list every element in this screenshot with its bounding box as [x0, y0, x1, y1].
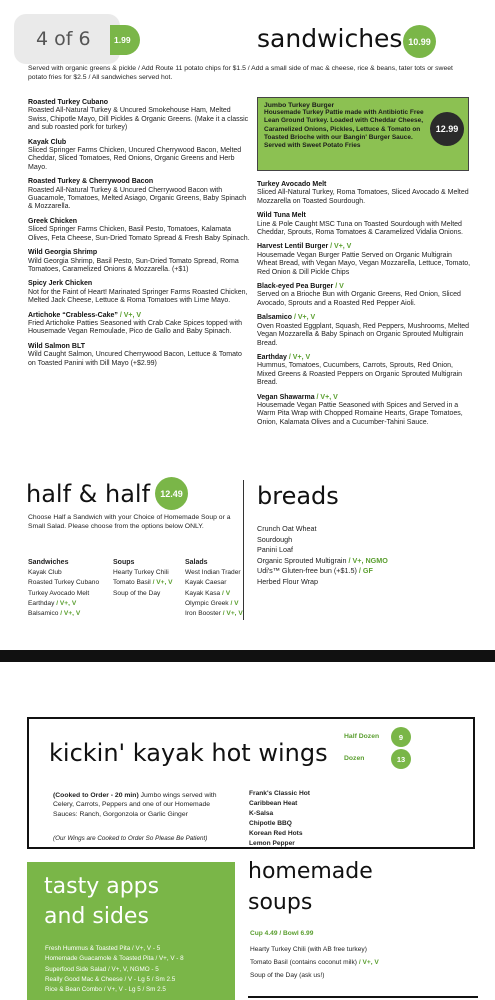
wings-box	[27, 717, 475, 849]
menu-item-desc: Oven Roasted Eggplant, Squash, Red Peppers, Mushrooms, Melted Vegan Mozzarella & Baby Spinach on Organic Sprouted Multigrain Bread.	[257, 322, 470, 347]
apps-panel	[27, 862, 235, 1000]
column-divider	[243, 480, 244, 620]
menu-item-desc: Roasted All-Natural Turkey & Uncured Cherrywood Bacon with Guacamole, Tomatoes, Melted Asiago, Organic Greens, Baby Spinach & Mozzarella.	[28, 186, 247, 211]
menu-item-name: Kayak Club	[28, 138, 67, 146]
half-item-name: Kayak Kasa	[185, 589, 221, 597]
half-item-name: Soup of the Day	[113, 589, 161, 597]
menu-item-name: Turkey Avocado Melt	[257, 181, 327, 188]
menu-item-desc: Housemade Vegan Burger Pattie Served on Organic Multigrain Wheat Bread, with Vegan Mayo, Vegan Mozzarella, Lettuce, Tomato, Red Onion & Dill Pickle Chips	[257, 251, 471, 276]
half-column-item	[185, 568, 255, 578]
menu-item-tags: / V+, V	[330, 243, 352, 251]
wings-cook-time: (Cooked to Order - 20 min)	[53, 792, 139, 799]
half-and-half-columns	[28, 558, 263, 619]
featured-desc: Housemade Turkey Pattie made with Antibiotic Free Lean Ground Turkey. Loaded with Cheddar Cheese, Caramelized Onions, Pickles, Lettuce & Tomato on Toasted Brioche with our Bangin' Burger Sauce. Served with Sweet Potato Fries	[264, 109, 424, 150]
half-item-name: Earthday	[28, 599, 55, 607]
menu-item-tags: / V+, V	[119, 311, 142, 319]
wings-note: (Our Wings are Cooked to Order So Please Be Patient)	[53, 835, 208, 842]
half-item-name: Hearty Turkey Chili	[113, 569, 169, 577]
wing-sauce-item: Caribbean Heat	[249, 800, 298, 807]
menu-item	[28, 343, 250, 368]
menu-item	[28, 280, 250, 305]
menu-item-desc: Wild Caught Salmon, Uncured Cherrywood Bacon, Lettuce & Tomato on Toasted Panini with Dill Mayo (+$2.99)	[28, 351, 242, 367]
half-item-name: Turkey Avocado Melt	[28, 589, 90, 597]
menu-item-name: Wild Tuna Melt	[257, 212, 306, 220]
breads-list	[257, 524, 477, 587]
soup-item	[250, 969, 475, 982]
menu-item-tags: / V+, V	[288, 353, 311, 361]
menu-item	[28, 139, 250, 173]
menu-item-name: Black-eyed Pea Burger / V	[257, 283, 344, 291]
app-item: Really Good Mac & Cheese / V - Lg 5 / Sm 2.5	[45, 975, 176, 983]
menu-item-desc: Line & Pole Caught MSC Tuna on Toasted Sourdough with Melted Cheddar, Sprouts, Roma Tomatoes & Caramelized Vidalia Onions.	[257, 220, 463, 237]
half-column-item	[28, 589, 113, 599]
half-item-name: West Indian Trader	[185, 569, 241, 577]
wings-half-badge: 9	[391, 727, 411, 747]
soup-name: Hearty Turkey Chili (with AB free turkey)	[250, 946, 367, 953]
apps-list	[45, 944, 230, 995]
menu-item-desc: Hummus, Tomatoes, Cucumbers, Carrots, Sprouts, Red Onion, Mixed Greens & Roasted Peppers on Organic Sprouted Multigrain Bread.	[257, 362, 463, 387]
menu-item-desc: Housemade Vegan Pattie Seasoned with Spices and Served in a Warm Pita Wrap with Chopped Romaine Hearts, Grape Tomatoes, Onion, Kalamata Olives and a Cucumber-Tahini Sauce.	[257, 401, 463, 426]
soup-tags: / V+, V	[358, 959, 379, 966]
sandwiches-left-column	[28, 99, 250, 374]
menu-item-tags: / V	[335, 283, 344, 291]
soup-name: Soup of the Day (ask us!)	[250, 972, 325, 979]
wings-description	[53, 791, 225, 819]
wing-sauce-item: Chipotle BBQ	[249, 820, 292, 827]
sandwiches-heading: sandwiches	[257, 24, 403, 53]
featured-burger-box	[257, 97, 469, 171]
menu-item-desc: Wild Georgia Shrimp, Basil Pesto, Sun-Dried Tomato Spread, Roma Tomatoes, Caramelized Onions & Mozzarella. (+$1)	[28, 257, 239, 273]
wings-half-label: Half Dozen	[344, 733, 380, 740]
half-item-tags: / V	[230, 599, 239, 607]
half-item-name: Olympic Greek	[185, 599, 229, 607]
menu-item-desc: Sliced Springer Farms Chicken, Basil Pesto, Tomatoes, Kalamata Olives, Feta Cheese, Sun-Dried Tomato Spread & Fresh Baby Spinach.	[28, 226, 250, 242]
menu-item-desc: Served on a Brioche Bun with Organic Greens, Red Onion, Sliced Avocado, Sprouts and a Roasted Red Pepper Aioli.	[257, 291, 461, 307]
menu-item-desc: Fried Artichoke Patties Seasoned with Crab Cake Spices topped with Housemade Vegan Remoulade, Pico de Gallo and Baby Spinach.	[28, 319, 243, 336]
bread-name: Organic Sprouted Multigrain	[257, 555, 347, 565]
wings-dozen-badge: 13	[391, 749, 411, 769]
breads-heading: breads	[257, 482, 339, 510]
page-counter-label: 4 of 6	[36, 28, 91, 50]
half-column-item	[28, 609, 113, 619]
bread-tags: / GF	[358, 566, 373, 575]
soups-bottom-rule	[248, 996, 478, 998]
app-item: Homemade Guacamole & Toasted Pita / V+, V - 8	[45, 955, 184, 963]
wing-sauce-item: Frank's Classic Hot	[249, 790, 310, 797]
bread-tags: / V+, NGMO	[348, 555, 388, 565]
bread-item	[257, 577, 477, 588]
menu-item	[28, 312, 250, 337]
menu-item-desc: Sliced Springer Farms Chicken, Uncured Cherrywood Bacon, Melted Cheddar, Sliced Tomatoes, Red Onions, Organic Greens and Herb Mayo.	[28, 147, 242, 171]
menu-item-name: Roasted Turkey & Cherrywood Bacon	[28, 178, 154, 186]
menu-item-name: Wild Salmon BLT	[28, 342, 85, 350]
half-item-tags: / V+, V	[56, 599, 77, 607]
menu-item-name: Artichoke “Crabless-Cake” / V+, V	[28, 311, 142, 319]
soup-item	[250, 943, 475, 956]
wings-dozen-label: Dozen	[344, 755, 365, 762]
menu-item	[257, 181, 472, 206]
menu-item	[257, 212, 472, 237]
half-column-header: Salads	[185, 559, 208, 566]
bread-item	[257, 535, 477, 546]
half-item-name: Tomato Basil	[113, 579, 151, 587]
wings-sauce-list	[249, 789, 310, 849]
menu-item-desc: Sliced All-Natural Turkey, Roma Tomatoes, Sliced Avocado & Melted Mozzarella on Toasted Sourdough.	[257, 189, 469, 205]
menu-item	[257, 283, 472, 308]
wings-heading: kickin' kayak hot wings	[49, 739, 328, 767]
half-item-tags: / V	[222, 589, 231, 597]
wing-sauce-item: Korean Red Hots	[249, 830, 303, 837]
app-item: Rice & Bean Combo / V+, V - Lg 5 / Sm 2.5	[45, 986, 166, 994]
menu-item-desc: Roasted All-Natural Turkey & Uncured Smokehouse Ham, Melted Swiss, Chipotle Mayo, Dill Pickles & Organic Greens. (Make it a classic and sub roasted pork for turkey)	[28, 107, 249, 132]
menu-item-tags: / V+, V	[293, 314, 316, 322]
half-column-header: Sandwiches	[28, 559, 69, 566]
menu-item-name: Spicy Jerk Chicken	[28, 280, 93, 288]
page-separator	[0, 650, 495, 662]
soups-price: Cup 4.49 / Bowl 6.99	[250, 930, 314, 937]
menu-item-name: Vegan Shawarma / V+, V	[257, 393, 338, 401]
soups-heading-line2: soups	[248, 890, 313, 915]
half-column-header: Soups	[113, 559, 135, 566]
sandwiches-price-badge: 10.99	[403, 25, 436, 58]
menu-item-name: Balsamico / V+, V	[257, 314, 316, 322]
sandwiches-right-column	[257, 181, 472, 433]
menu-item	[28, 178, 250, 212]
half-column-item	[113, 568, 185, 578]
half-and-half-heading: half & half	[26, 480, 151, 508]
menu-item-tags: / V+, V	[316, 393, 338, 401]
half-item-tags: / V+, V	[60, 610, 81, 618]
menu-item	[257, 394, 472, 428]
half-column	[28, 558, 113, 619]
half-column-item	[28, 599, 113, 609]
wing-sauce-item: Lemon Pepper	[249, 840, 295, 847]
half-column-item	[113, 578, 185, 588]
wing-sauce-item: K-Salsa	[249, 810, 274, 817]
bread-name: Herbed Flour Wrap	[257, 576, 318, 586]
menu-item-name: Wild Georgia Shrimp	[28, 249, 98, 257]
menu-item-name: Greek Chicken	[28, 217, 78, 225]
half-column	[185, 558, 255, 619]
bread-name: Sourdough	[257, 534, 293, 544]
menu-item	[28, 99, 250, 133]
half-column-item	[185, 599, 255, 609]
menu-item-desc: Not for the Faint of Heart! Marinated Springer Farms Roasted Chicken, Melted Jack Cheese, Lettuce & Roma Tomatoes with Lime Mayo.	[28, 288, 248, 305]
soups-list	[250, 943, 475, 982]
half-item-name: Kayak Club	[28, 569, 62, 577]
half-column-item	[113, 589, 185, 599]
half-item-tags: / V+, V	[222, 610, 243, 618]
menu-item	[28, 218, 250, 243]
apps-heading-line1: tasty apps	[44, 874, 160, 899]
menu-item	[257, 354, 472, 388]
bread-item	[257, 566, 477, 577]
price-badge-partial: 1.99	[110, 25, 140, 55]
bread-item	[257, 545, 477, 556]
menu-item-name: Earthday / V+, V	[257, 353, 311, 361]
featured-name: Jumbo Turkey Burger	[264, 102, 335, 109]
menu-item	[257, 314, 472, 348]
menu-item-name: Roasted Turkey Cubano	[28, 99, 108, 106]
wings-desc-text: Jumbo wings served with Celery, Carrots, Peppers and one of our Homemade Sauces: Ranch, Gorgonzola or Garlic Ginger	[53, 792, 217, 818]
menu-page-bottom	[0, 662, 495, 1000]
half-item-name: Iron Booster	[185, 610, 221, 618]
menu-item	[28, 249, 250, 274]
page-counter[interactable]	[14, 14, 120, 64]
half-item-name: Roasted Turkey Cubano	[28, 579, 100, 587]
soups-heading-line1: homemade	[248, 859, 373, 884]
bread-item	[257, 524, 477, 535]
featured-price-badge: 12.99	[430, 112, 464, 146]
half-item-name: Kayak Caesar	[185, 579, 227, 587]
half-column	[113, 558, 185, 619]
bread-item	[257, 556, 477, 567]
bread-name: Udi's™ Gluten-free bun (+$1.5)	[257, 566, 357, 575]
half-item-tags: / V+, V	[152, 579, 173, 587]
half-and-half-price-badge: 12.49	[155, 477, 188, 510]
half-column-item	[28, 568, 113, 578]
half-and-half-intro: Choose Half a Sandwich with your Choice of Homemade Soup or a Small Salad. Please choose from the options below ONLY.	[28, 514, 231, 530]
menu-item-name: Harvest Lentil Burger / V+, V	[257, 243, 352, 251]
half-column-item	[185, 578, 255, 588]
soup-item	[250, 956, 475, 969]
menu-item	[257, 243, 472, 277]
sandwiches-intro: Served with organic greens & pickle / Add Route 11 potato chips for $1.5 / Add a small side of mac & cheese, rice & beans, tater tots or sweet potato fries for $2.5 / All sandwiches served hot.	[28, 65, 453, 81]
half-column-item	[185, 609, 255, 619]
soup-name: Tomato Basil (contains coconut milk)	[250, 959, 358, 966]
apps-heading-line2: and sides	[44, 904, 149, 929]
app-item: Fresh Hummus & Toasted Pita / V+, V - 5	[45, 945, 161, 952]
bread-name: Crunch Oat Wheat	[257, 524, 317, 533]
app-item: Superfood Side Salad / V+, V, NGMO - 5	[45, 965, 159, 973]
half-column-item	[185, 589, 255, 599]
half-item-name: Balsamico	[28, 610, 59, 618]
half-column-item	[28, 578, 113, 588]
bread-name: Panini Loaf	[257, 545, 293, 554]
